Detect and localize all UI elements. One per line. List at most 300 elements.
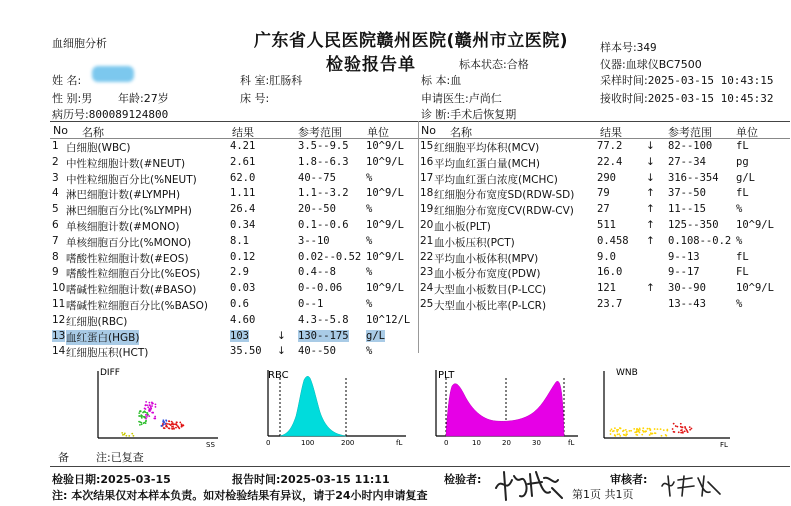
sample-number: 样本号:349	[600, 41, 657, 54]
scatter-dot	[146, 416, 148, 418]
reference-range: 0.02--0.52	[298, 250, 362, 263]
scatter-dot	[138, 412, 140, 414]
scatter-dot	[665, 434, 667, 436]
rbc-curve	[280, 376, 346, 436]
row-number: 5	[52, 203, 59, 216]
unit: 10^9/L	[366, 282, 404, 295]
hospital-name: 广东省人民医院赣州医院(赣州市立医院)	[254, 31, 569, 51]
result-value: 77.2	[597, 140, 623, 152]
scatter-dot	[641, 434, 643, 436]
unit: 10^9/L	[736, 282, 774, 295]
item-name: 嗜酸性粒细胞百分比(%EOS)	[66, 268, 201, 281]
scatter-dot	[144, 408, 146, 410]
unit: pg	[736, 155, 749, 168]
table-row	[0, 330, 791, 345]
scatter-dot	[660, 428, 662, 430]
scatter-dot	[682, 432, 684, 434]
row-number: 20	[420, 219, 434, 231]
rbc-tick-0: 0	[266, 439, 271, 447]
row-number: 7	[52, 234, 59, 247]
unit: %	[366, 234, 373, 247]
row-number: 25	[420, 298, 434, 310]
result-value: 79	[597, 187, 610, 200]
rbc-histogram	[258, 368, 408, 448]
scatter-dot	[162, 419, 164, 421]
reference-range: 40--50	[298, 345, 336, 358]
scatter-dot	[674, 431, 676, 433]
col-result-right: 结果	[600, 126, 622, 139]
result-value: 4.21	[230, 140, 256, 152]
scatter-dot	[151, 405, 153, 407]
reviewer-label: 审核者:	[610, 473, 648, 486]
result-value: 16.0	[597, 266, 623, 279]
item-name: 血红蛋白(HGB)	[66, 331, 140, 344]
unit: fL	[736, 250, 749, 263]
unit: FL	[736, 266, 749, 279]
scatter-dot	[172, 422, 174, 424]
scatter-dot	[625, 429, 627, 431]
report-time: 报告时间:2025-03-15 11:11	[232, 473, 390, 486]
scatter-dot	[610, 433, 612, 435]
wnb-axis-label: FL	[720, 441, 728, 448]
scatter-dot	[649, 429, 651, 431]
scatter-dot	[138, 421, 140, 423]
scatter-dot	[618, 433, 620, 435]
unit: fL	[736, 140, 749, 152]
table-row	[0, 140, 791, 155]
scatter-dot	[146, 412, 148, 414]
reference-range: 1.1--3.2	[298, 187, 349, 200]
table-row	[0, 298, 791, 313]
scatter-dot	[663, 429, 665, 431]
item-name: 淋巴细胞百分比(%LYMPH)	[66, 205, 192, 218]
result-value: 2.9	[230, 266, 249, 279]
scatter-dot	[625, 435, 627, 437]
wnb-title: WNB	[616, 368, 638, 378]
item-name: 单核细胞百分比(%MONO)	[66, 236, 192, 249]
instrument: 仪器:血球仪BC7500	[600, 58, 702, 71]
disclaimer: 注: 本次结果仅对本样本负责。如对检验结果有异议，请于24小时内申请复查	[52, 489, 428, 502]
diff-axis-label: SS	[206, 441, 215, 448]
scatter-dot	[124, 433, 126, 435]
item-name: 大型血小板数目(P-LCC)	[434, 284, 547, 297]
row-number: 3	[52, 171, 59, 184]
medical-record-number: 病历号:800089124800	[52, 108, 169, 121]
scatter-dot	[140, 410, 142, 412]
scatter-dot	[133, 435, 135, 437]
row-number: 16	[420, 155, 434, 168]
reference-range: 27--34	[668, 155, 706, 168]
unit: %	[366, 345, 373, 358]
scatter-dot	[121, 432, 123, 434]
plt-tick-30: 30	[532, 439, 541, 447]
scatter-dot	[162, 421, 164, 423]
reference-range: 1.8--6.3	[298, 155, 349, 168]
scatter-dot	[642, 430, 644, 432]
scatter-dot	[672, 428, 674, 430]
row-number: 23	[420, 266, 434, 279]
patient-name-label: 姓 名:	[52, 74, 82, 87]
scatter-dot	[626, 431, 628, 433]
plt-curve	[446, 381, 564, 436]
scatter-dot	[681, 429, 683, 431]
reference-range: 13--43	[668, 298, 706, 310]
department: 科 室:肛肠科	[240, 74, 303, 87]
reference-range: 30--90	[668, 282, 706, 295]
requesting-doctor: 申请医生:卢尚仁	[421, 92, 502, 105]
result-value: 0.03	[230, 282, 256, 295]
scatter-dot	[181, 425, 183, 427]
scatter-dot	[613, 430, 615, 432]
scatter-dot	[131, 433, 133, 435]
scatter-dot	[614, 427, 616, 429]
item-name: 中性粒细胞百分比(%NEUT)	[66, 173, 197, 186]
row-number: 1	[52, 140, 59, 152]
unit: %	[736, 234, 743, 247]
scatter-dot	[629, 430, 631, 432]
plt-tick-10: 10	[472, 439, 481, 447]
scatter-dot	[684, 430, 686, 432]
reference-range: 3.5--9.5	[298, 140, 349, 152]
abnormal-flag: ↑	[646, 234, 655, 247]
scatter-dot	[616, 431, 618, 433]
table-row	[0, 282, 791, 297]
scatter-dot	[146, 404, 148, 406]
scatter-dot	[636, 434, 638, 436]
result-value: 26.4	[230, 203, 256, 216]
test-date: 检验日期:2025-03-15	[52, 473, 171, 486]
rbc-tick-100: 100	[301, 439, 315, 447]
unit: g/L	[366, 329, 385, 342]
scatter-dot	[139, 415, 141, 417]
scatter-dot	[140, 414, 142, 416]
row-number: 13	[52, 329, 66, 342]
plt-tick-20: 20	[502, 439, 511, 447]
unit: fL	[736, 187, 749, 200]
row-number: 8	[52, 250, 59, 263]
result-value: 0.34	[230, 219, 256, 231]
row-number: 14	[52, 345, 66, 358]
tester-signature	[492, 466, 568, 504]
item-name: 红细胞压积(HCT)	[66, 347, 149, 360]
remark-label: 备	[58, 451, 69, 464]
scatter-dot	[178, 426, 180, 428]
plt-title: PLT	[438, 370, 455, 381]
scatter-dot	[143, 416, 145, 418]
row-number: 24	[420, 282, 434, 295]
table-row	[0, 345, 791, 360]
unit: %	[366, 171, 373, 184]
receive-time: 接收时间:2025-03-15 10:45:32	[600, 92, 774, 105]
item-name: 大型血小板比率(P-LCR)	[434, 300, 547, 312]
scatter-dot	[686, 430, 688, 432]
result-value: 0.12	[230, 250, 256, 263]
scatter-dot	[149, 402, 151, 404]
scatter-dot	[125, 435, 127, 437]
scatter-dot	[666, 430, 668, 432]
abnormal-flag: ↓	[646, 155, 655, 168]
diff-scattergram	[78, 368, 228, 448]
item-name: 嗜碱性粒细胞百分比(%BASO)	[66, 300, 208, 312]
rbc-title: RBC	[268, 370, 289, 381]
scatter-dot	[142, 412, 144, 414]
item-name: 红细胞分布宽度CV(RDW-CV)	[434, 205, 574, 218]
abnormal-flag: ↓	[277, 345, 286, 358]
result-value: 8.1	[230, 234, 249, 247]
reference-range: 0.1--0.6	[298, 219, 349, 231]
item-name: 红细胞(RBC)	[66, 315, 128, 328]
reference-range: 130--175	[298, 329, 349, 342]
table-row	[0, 235, 791, 250]
unit: %	[366, 203, 373, 216]
reference-range: 9--13	[668, 250, 700, 263]
rbc-tick-fl: fL	[396, 439, 403, 447]
redacted-name	[92, 66, 134, 82]
result-value: 9.0	[597, 250, 616, 263]
unit: 10^12/L	[366, 313, 411, 326]
patient-age: 年龄:27岁	[118, 92, 169, 105]
result-value: 22.4	[597, 155, 623, 168]
scatter-dot	[155, 406, 157, 408]
report-title: 检验报告单	[326, 55, 416, 75]
scatter-dot	[652, 433, 654, 435]
result-value: 0.458	[597, 234, 629, 247]
remark-note: 注:已复查	[96, 451, 144, 464]
abnormal-flag: ↑	[646, 219, 655, 231]
reference-range: 3--10	[298, 234, 330, 247]
scatter-dot	[166, 426, 168, 428]
result-value: 35.50	[230, 345, 262, 358]
scatter-dot	[155, 404, 157, 406]
scatter-dot	[680, 432, 682, 434]
col-unit-right: 单位	[736, 126, 758, 139]
reference-range: 40--75	[298, 171, 336, 184]
table-row	[0, 314, 791, 329]
scatter-dot	[147, 414, 149, 416]
scatter-dot	[145, 420, 147, 422]
col-name: 名称	[82, 126, 104, 139]
footer-rule	[50, 466, 790, 467]
unit: 10^9/L	[366, 155, 404, 168]
row-number: 9	[52, 266, 59, 279]
scatter-dot	[654, 428, 656, 430]
unit: 10^9/L	[366, 250, 404, 263]
unit: 10^9/L	[736, 219, 774, 231]
scatter-dot	[172, 424, 174, 426]
scatter-dot	[170, 424, 172, 426]
scatter-dot	[168, 420, 170, 422]
reference-range: 37--50	[668, 187, 706, 200]
table-top-rule	[50, 121, 790, 122]
scatter-dot	[152, 412, 154, 414]
scatter-dot	[141, 417, 143, 419]
row-number: 11	[52, 298, 66, 310]
item-name: 平均血小板体积(MPV)	[434, 252, 539, 265]
scatter-dot	[673, 423, 675, 425]
scatter-dot	[145, 401, 147, 403]
table-row	[0, 219, 791, 234]
scatter-dot	[141, 423, 143, 425]
scatter-dot	[684, 426, 686, 428]
scatter-dot	[636, 428, 638, 430]
abnormal-flag: ↓	[277, 329, 286, 342]
scatter-dot	[139, 424, 141, 426]
reference-range: 0--1	[298, 298, 324, 310]
row-number: 17	[420, 171, 434, 184]
scatter-dot	[164, 427, 166, 429]
scatter-dot	[179, 422, 181, 424]
col-name-right: 名称	[450, 126, 472, 139]
reference-range: 11--15	[668, 203, 706, 216]
scatter-dot	[140, 422, 142, 424]
unit: 10^9/L	[366, 219, 404, 231]
scatter-dot	[122, 434, 124, 436]
scatter-dot	[163, 424, 165, 426]
item-name: 白细胞(WBC)	[66, 142, 131, 154]
scatter-dot	[661, 435, 663, 437]
scatter-dot	[689, 429, 691, 431]
scatter-dot	[128, 435, 130, 437]
scatter-dot	[153, 418, 155, 420]
unit: %	[736, 203, 743, 216]
scatter-dot	[154, 416, 156, 418]
scatter-dot	[633, 428, 635, 430]
col-ref-right: 参考范围	[668, 126, 712, 139]
abnormal-flag: ↑	[646, 282, 655, 295]
scatter-dot	[657, 428, 659, 430]
reference-range: 20--50	[298, 203, 336, 216]
col-no: No	[53, 124, 68, 137]
result-value: 511	[597, 219, 616, 231]
item-name: 红细胞分布宽度SD(RDW-SD)	[434, 189, 575, 202]
scatter-dot	[148, 415, 150, 417]
scatter-dot	[675, 425, 677, 427]
report-category: 血细胞分析	[52, 37, 107, 50]
table-row	[0, 156, 791, 171]
scatter-dot	[164, 423, 166, 425]
specimen: 标 本:血	[421, 74, 462, 87]
scatter-dot	[611, 428, 613, 430]
scatter-dot	[647, 428, 649, 430]
scatter-dot	[168, 427, 170, 429]
scatter-dot	[623, 429, 625, 431]
scatter-dot	[678, 431, 680, 433]
scatter-dot	[175, 427, 177, 429]
patient-sex: 性 别:男	[52, 92, 93, 105]
scatter-dot	[681, 427, 683, 429]
abnormal-flag: ↓	[646, 140, 655, 152]
col-no-right: No	[421, 124, 436, 137]
col-unit: 单位	[367, 126, 389, 139]
collection-time: 采样时间:2025-03-15 10:43:15	[600, 74, 774, 87]
result-value: 27	[597, 203, 610, 216]
item-name: 血小板分布宽度(PDW)	[434, 268, 541, 281]
row-number: 6	[52, 219, 59, 231]
item-name: 血小板(PLT)	[434, 221, 491, 233]
scatter-dot	[642, 427, 644, 429]
result-value: 62.0	[230, 171, 256, 184]
diff-title: DIFF	[100, 368, 120, 378]
scatter-dot	[639, 428, 641, 430]
scatter-dot	[149, 408, 151, 410]
row-number: 4	[52, 187, 59, 200]
reference-range: 4.3--5.8	[298, 313, 349, 326]
scatter-dot	[625, 433, 627, 435]
reference-range: 9--17	[668, 266, 700, 279]
item-name: 嗜酸性粒细胞计数(#EOS)	[66, 252, 189, 265]
scatter-dot	[630, 430, 632, 432]
unit: %	[366, 266, 373, 279]
result-value: 290	[597, 171, 616, 184]
row-number: 15	[420, 140, 434, 152]
scatter-dot	[610, 430, 612, 432]
reference-range: 0--0.06	[298, 282, 343, 295]
reference-range: 0.108--0.2	[668, 234, 732, 247]
scatter-dot	[619, 427, 621, 429]
scatter-dot	[149, 404, 151, 406]
row-number: 12	[52, 313, 66, 326]
scatter-dot	[145, 404, 147, 406]
abnormal-flag: ↑	[646, 203, 655, 216]
reviewer-signature	[658, 472, 724, 500]
item-name: 平均血红蛋白量(MCH)	[434, 157, 540, 170]
table-row	[0, 172, 791, 187]
reference-range: 125--350	[668, 219, 719, 231]
item-name: 红细胞平均体积(MCV)	[434, 142, 540, 154]
scatter-dot	[619, 435, 621, 437]
result-value: 0.6	[230, 298, 249, 310]
tester-label: 检验者:	[444, 473, 482, 486]
scatter-dot	[143, 422, 145, 424]
scatter-dot	[654, 432, 656, 434]
plt-histogram	[430, 368, 580, 448]
row-number: 10	[52, 282, 66, 295]
result-value: 1.11	[230, 187, 256, 200]
scatter-dot	[623, 434, 625, 436]
page-info: 第1页 共1页	[572, 488, 634, 501]
scatter-dot	[171, 428, 173, 430]
result-value: 23.7	[597, 298, 623, 310]
table-row	[0, 187, 791, 202]
scatter-dot	[614, 435, 616, 437]
reference-range: 0.4--8	[298, 266, 336, 279]
item-name: 中性粒细胞计数(#NEUT)	[66, 157, 186, 170]
scatter-dot	[161, 425, 163, 427]
plt-tick-0: 0	[444, 439, 449, 447]
scatter-dot	[172, 426, 174, 428]
scatter-dot	[176, 421, 178, 423]
unit: %	[736, 298, 743, 310]
result-value: 103	[230, 329, 249, 342]
item-name: 嗜碱性粒细胞计数(#BASO)	[66, 284, 197, 297]
row-number: 21	[420, 234, 434, 247]
scatter-dot	[644, 431, 646, 433]
result-value: 121	[597, 282, 616, 295]
item-name: 淋巴细胞计数(#LYMPH)	[66, 189, 181, 202]
unit: g/L	[736, 171, 755, 184]
scatter-dot	[636, 431, 638, 433]
unit: 10^9/L	[366, 187, 404, 200]
bed-number: 床 号:	[240, 92, 270, 105]
plt-tick-fl: fL	[568, 439, 575, 447]
row-number: 18	[420, 187, 434, 200]
result-value: 4.60	[230, 313, 256, 326]
scatter-dot	[165, 419, 167, 421]
row-number: 2	[52, 155, 59, 168]
unit: 10^9/L	[366, 140, 404, 152]
reference-range: 316--354	[668, 171, 719, 184]
sample-status: 标本状态:合格	[459, 58, 529, 71]
